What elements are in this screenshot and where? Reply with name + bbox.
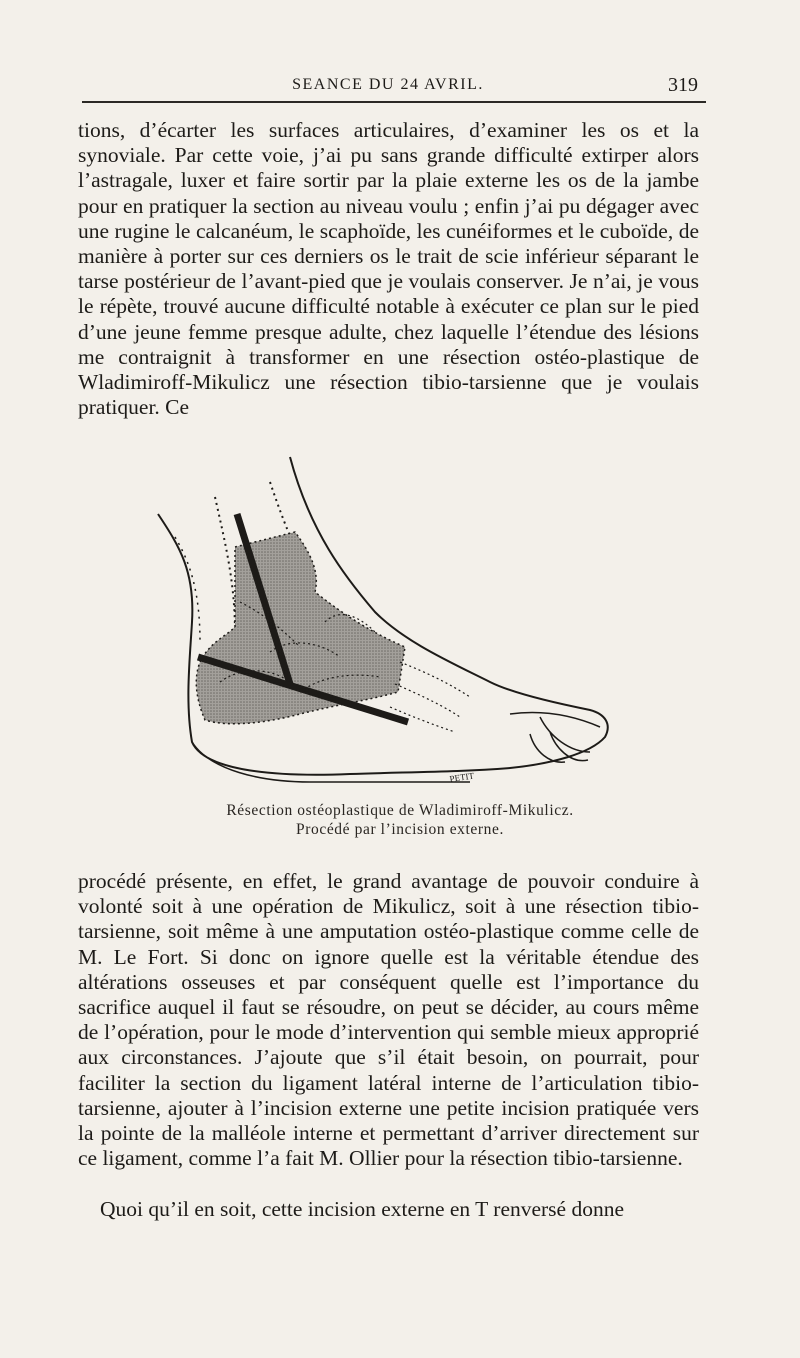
tibia-dotted-line [215,497,235,632]
engraver-signature: PETIT [448,770,475,784]
foot-resection-illustration [150,452,620,790]
paragraph-2: procédé présente, en effet, le grand avantage de pouvoir conduire à volonté soit à une opération de Mikulicz, soit à une résection tibio-tarsienne, soit même à une amputation ostéo-plastique comme celle de M. Le Fort. Si donc on ignore quelle est la véritable étendue des altérations osseuses et par conséquent quelle est l’importance du sacrifice auquel il faut se résoudre, on peut se décider, au cours même de l’opération, pour le mode d’intervention qui semble mieux approprié aux circonstances. J’ajoute que s’il était besoin, on pourrait, pour faciliter la section du ligament latéral interne de l’articulation tibio-tarsienne, ajouter à l’incision externe une petite incision pratiquée vers la pointe de la malléole interne et permettant d’arriver directement sur ce ligament, comme l’a fait M. Ollier pour la résection tibio-tarsienne. [78,869,699,1171]
foot-outline [158,457,608,775]
figure-caption-line-2: Procédé par l’incision externe. [296,821,504,838]
tarsal-bones-shaded [196,532,405,724]
page-header [78,70,698,102]
figure-caption-line-1: Résection ostéoplastique de Wladimiroff-Mikulicz. [226,802,574,819]
page-number: 319 [668,74,698,96]
leg-dotted-line [175,537,200,642]
paragraph-1: tions, d’écarter les surfaces articulaires, d’examiner les os et la synoviale. Par cette voie, j’ai pu sans grande difficulté extirper alors l’astragale, luxer et faire sortir par la plaie externe les os de la jambe pour en pratiquer la section au niveau voulu ; enfin j’ai pu dégager avec une rugine le calcanéum, le scaphoïde, les cunéiformes et le cuboïde, de manière à porter sur ces derniers os le trait de scie inférieur séparant le tarse postérieur de l’avant-pied que je voulais conserver. Je n’ai, je vous le répète, trouvé aucune difficulté notable à exécuter ce plan sur le pied d’une jeune femme presque adulte, chez laquelle l’étendue des lésions me contraignit à transformer en une résection ostéo-plastique de Wladimiroff-Mikulicz une résection tibio-tarsienne que je voulais pratiquer. Ce [78,118,699,420]
paragraph-3: Quoi qu’il en soit, cette incision externe en T renversé donne [100,1197,625,1221]
sole-line [192,742,470,782]
header-rule [82,101,706,103]
running-title: SEANCE DU 24 AVRIL. [292,76,484,93]
toes [510,713,600,763]
